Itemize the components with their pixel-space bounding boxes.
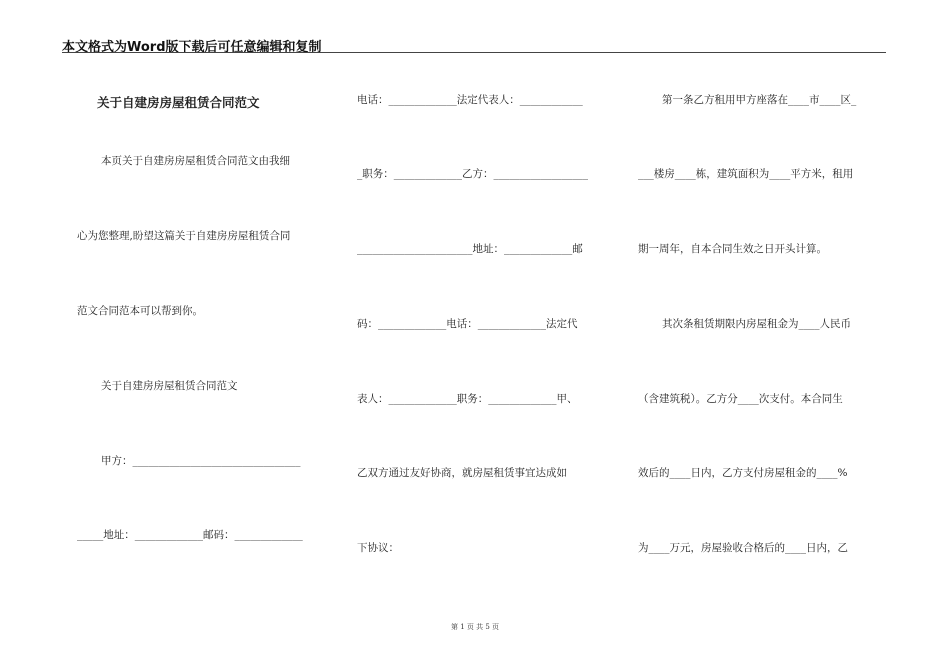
clause-line: 第一条乙方租用甲方座落在____市____区_: [662, 94, 857, 106]
paragraph-line: 关于自建房房屋租赁合同范文: [101, 380, 238, 392]
document-header-title: 本文格式为Word版下载后可任意编辑和复制: [62, 40, 322, 55]
header-divider: [62, 52, 886, 53]
page-number: 第 1 页 共 5 页: [450, 623, 500, 631]
paragraph-line: 乙双方通过友好协商，就房屋租赁事宜达成如: [357, 467, 567, 479]
paragraph-line: ______________________地址：_____________邮: [357, 243, 583, 255]
document-title: 关于自建房房屋租赁合同范文: [97, 95, 260, 110]
clause-line: 为____万元，房屋验收合格后的____日内，乙: [638, 542, 848, 554]
paragraph-line: 范文合同范本可以帮到你。: [77, 305, 203, 317]
paragraph-line: 心为您整理,盼望这篇关于自建房房屋租赁合同: [77, 230, 291, 242]
paragraph-line: 电话：_____________法定代表人：____________: [357, 94, 583, 106]
clause-line: 效后的____日内，乙方支付房屋租金的____%: [638, 467, 848, 479]
clause-line: 期一周年，自本合同生效之日开头计算。: [638, 243, 827, 255]
address-line: _____地址：_____________邮码：_____________: [77, 529, 303, 541]
paragraph-line: 表人：_____________职务：_____________甲、: [357, 393, 578, 405]
clause-line: 其次条租赁期限内房屋租金为____人民币: [662, 318, 851, 330]
paragraph-line: 本页关于自建房房屋租赁合同范文由我细: [101, 155, 290, 167]
paragraph-line: 下协议：: [357, 542, 399, 554]
paragraph-line: _职务：_____________乙方：__________________: [357, 168, 588, 180]
clause-line: （含建筑税）。乙方分____次支付。本合同生: [638, 393, 843, 405]
paragraph-line: 码：_____________电话：_____________法定代: [357, 318, 578, 330]
clause-line: ___楼房____栋，建筑面积为____平方米，租用: [638, 168, 854, 180]
party-a-line: 甲方：________________________________: [101, 455, 301, 467]
